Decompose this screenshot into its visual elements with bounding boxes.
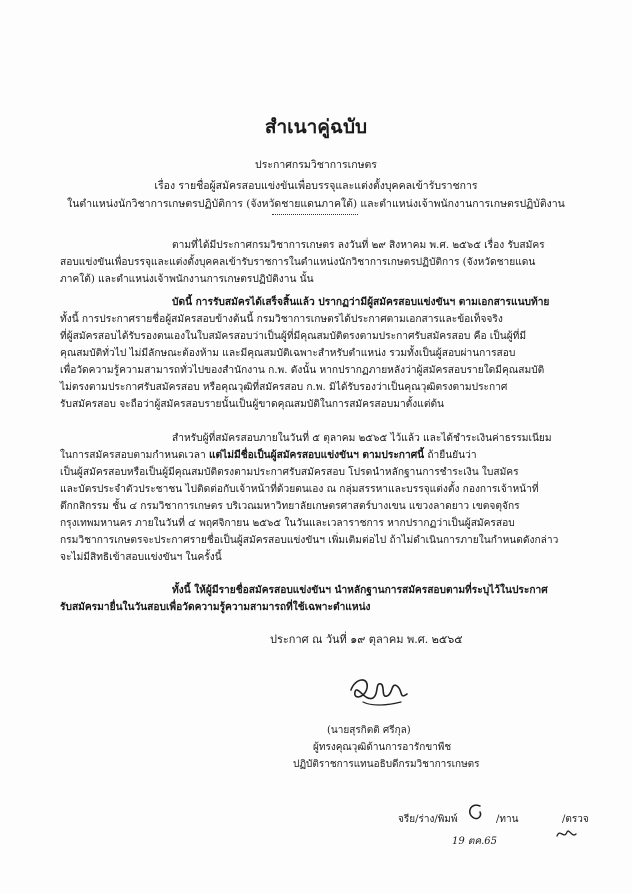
signature-image xyxy=(345,672,413,712)
subject-line-2: ในตำแหน่งนักวิชาการเกษตรปฏิบัติการ (จังหวัดชายแดนภาคใต้) และตำแหน่งเจ้าพนักงานการเกษตรปฏิบัติงาน xyxy=(67,198,565,210)
para2-line: เพื่อวัดความรู้ความสามารถทั่วไปของสำนักงาน ก.พ. ดังนั้น หากปรากฏภายหลังว่าผู้สมัครสอบรายใดมีคุณสมบัติ xyxy=(60,365,545,376)
announcement-heading: ประกาศกรมวิชาการเกษตร xyxy=(255,159,377,171)
para3-text: ในการสมัครสอบตามกำหนดเวลา xyxy=(60,450,209,461)
initial-mark xyxy=(462,800,488,824)
signer-title: ปฏิบัติราชการแทนอธิบดีกรมวิชาการเกษตร xyxy=(293,759,480,770)
para2-line: ไม่ตรงตามประกาศรับสมัครสอบ หรือคุณวุฒิที่สมัครสอบ ก.พ. มิได้รับรองว่าเป็นคุณวุฒิตรงตามประกาศ xyxy=(60,382,508,393)
subject-line-1: เรื่อง รายชื่อผู้สมัครสอบแข่งขันเพื่อบรรจุและแต่งตั้งบุคคลเข้ารับราชการ xyxy=(154,180,478,192)
para3-line: ตึกกสิกรรม ชั้น ๔ กรมวิชาการเกษตร บริเวณมหาวิทยาลัยเกษตรศาสตร์บางเขน แขวงลาดยาว เขตจตุจักร xyxy=(60,501,520,512)
para2-line: ทั้งนี้ การประกาศรายชื่อผู้สมัครสอบข้างต้นนี้ กรมวิชาการเกษตรได้ประกาศตามเอกสารและข้อเท็จจริง xyxy=(60,314,503,325)
para3-line: และบัตรประจำตัวประชาชน ไปติดต่อกับเจ้าหน้าที่ด้วยตนเอง ณ กลุ่มสรรหาและบรรจุแต่งตั้ง กองการเจ้าหน้าที่ xyxy=(60,484,539,495)
initial-mark xyxy=(554,826,580,842)
footer-checked-label: /ตรวจ xyxy=(562,814,589,825)
para2-line: รับสมัครสอบ จะถือว่าผู้สมัครสอบรายนั้นเป็นผู้ขาดคุณสมบัติในการสมัครสอบมาตั้งแต่ต้น xyxy=(60,399,445,410)
footer-reviewed-label: /ทาน xyxy=(496,814,519,825)
para3-line: กรุงเทพมหานคร ภายในวันที่ ๔ พฤศจิกายน ๒๕๖๕ ในวันและเวลาราชการ หากปรากฏว่าเป็นผู้สมัครสอบ xyxy=(60,518,515,529)
footer-drafted-label: จรีย/ร่าง/พิมพ์ xyxy=(398,814,458,825)
para1-line: สอบแข่งขันเพื่อบรรจุและแต่งตั้งบุคคลเข้ารับราชการในตำแหน่งนักวิชาการเกษตรปฏิบัติการ (จังหวัดชายแดน xyxy=(60,257,536,268)
separator-dots xyxy=(272,214,358,215)
handwritten-date: 19 ตค.65 xyxy=(452,836,497,847)
para3-line: จะไม่มีสิทธิเข้าสอบแข่งขันฯ ในครั้งนี้ xyxy=(60,552,222,563)
para1-line: ภาคใต้) และตำแหน่งเจ้าพนักงานการเกษตรปฏิบัติงาน นั้น xyxy=(60,274,314,285)
para3-lead: สำหรับผู้ที่สมัครสอบภายในวันที่ ๕ ตุลาคม ๒๕๖๕ ไว้แล้ว และได้ชำระเงินค่าธรรมเนียม xyxy=(172,433,552,444)
para3-bold-text: แต่ไม่มีชื่อเป็นผู้สมัครสอบแข่งขันฯ ตามประกาศนี้ xyxy=(208,449,425,461)
para3-line: เป็นผู้สมัครสอบหรือเป็นผู้มีคุณสมบัติตรงตามประกาศรับสมัครสอบ โปรดนำหลักฐานการชำระเงิน ใบสมัคร xyxy=(60,467,519,478)
para4-line: รับสมัครมายื่นในวันสอบเพื่อวัดความรู้ความสามารถที่ใช้เฉพาะตำแหน่ง xyxy=(60,601,371,613)
para3-line: กรมวิชาการเกษตรจะประกาศรายชื่อเป็นผู้สมัครสอบแข่งขันฯ เพิ่มเติมต่อไป ถ้าไม่ดำเนินการภายในกำหนดดังกล่าว xyxy=(60,535,559,546)
para3-line-2 xyxy=(60,449,477,462)
signer-name: (นายสุรกิตติ ศรีกุล) xyxy=(327,725,411,736)
document-title: สำเนาคู่ฉบับ xyxy=(264,116,368,138)
para1-line: ตามที่ได้มีประกาศกรมวิชาการเกษตร ลงวันที่ ๒๙ สิงหาคม พ.ศ. ๒๕๖๕ เรื่อง รับสมัคร xyxy=(172,240,545,251)
date-line: ประกาศ ณ วันที่ ๑๙ ตุลาคม พ.ศ. ๒๕๖๕ xyxy=(270,633,463,646)
signer-title: ผู้ทรงคุณวุฒิด้านการอารักขาพืช xyxy=(313,742,452,753)
para2-line: คุณสมบัติทั่วไป ไม่มีลักษณะต้องห้าม และมีคุณสมบัติเฉพาะสำหรับตำแหน่ง รวมทั้งเป็นผู้สอบผ่านการสอบ xyxy=(60,348,516,359)
para3-text: ถ้ายืนยันว่า xyxy=(424,450,477,461)
para2-lead: บัดนี้ การรับสมัครได้เสร็จสิ้นแล้ว ปรากฏว่ามีผู้สมัครสอบแข่งขันฯ ตามเอกสารแนบท้าย xyxy=(172,296,550,308)
para4-line: ทั้งนี้ ให้ผู้มีรายชื่อสมัครสอบแข่งขันฯ นำหลักฐานการสมัครสอบตามที่ระบุไว้ในประกาศ xyxy=(172,584,548,596)
para2-line: ที่ผู้สมัครสอบได้รับรองตนเองในใบสมัครสอบว่าเป็นผู้ที่มีคุณสมบัติตรงตามประกาศรับสมัครสอบ คือ เป็นผู้ที่มี xyxy=(60,331,527,342)
